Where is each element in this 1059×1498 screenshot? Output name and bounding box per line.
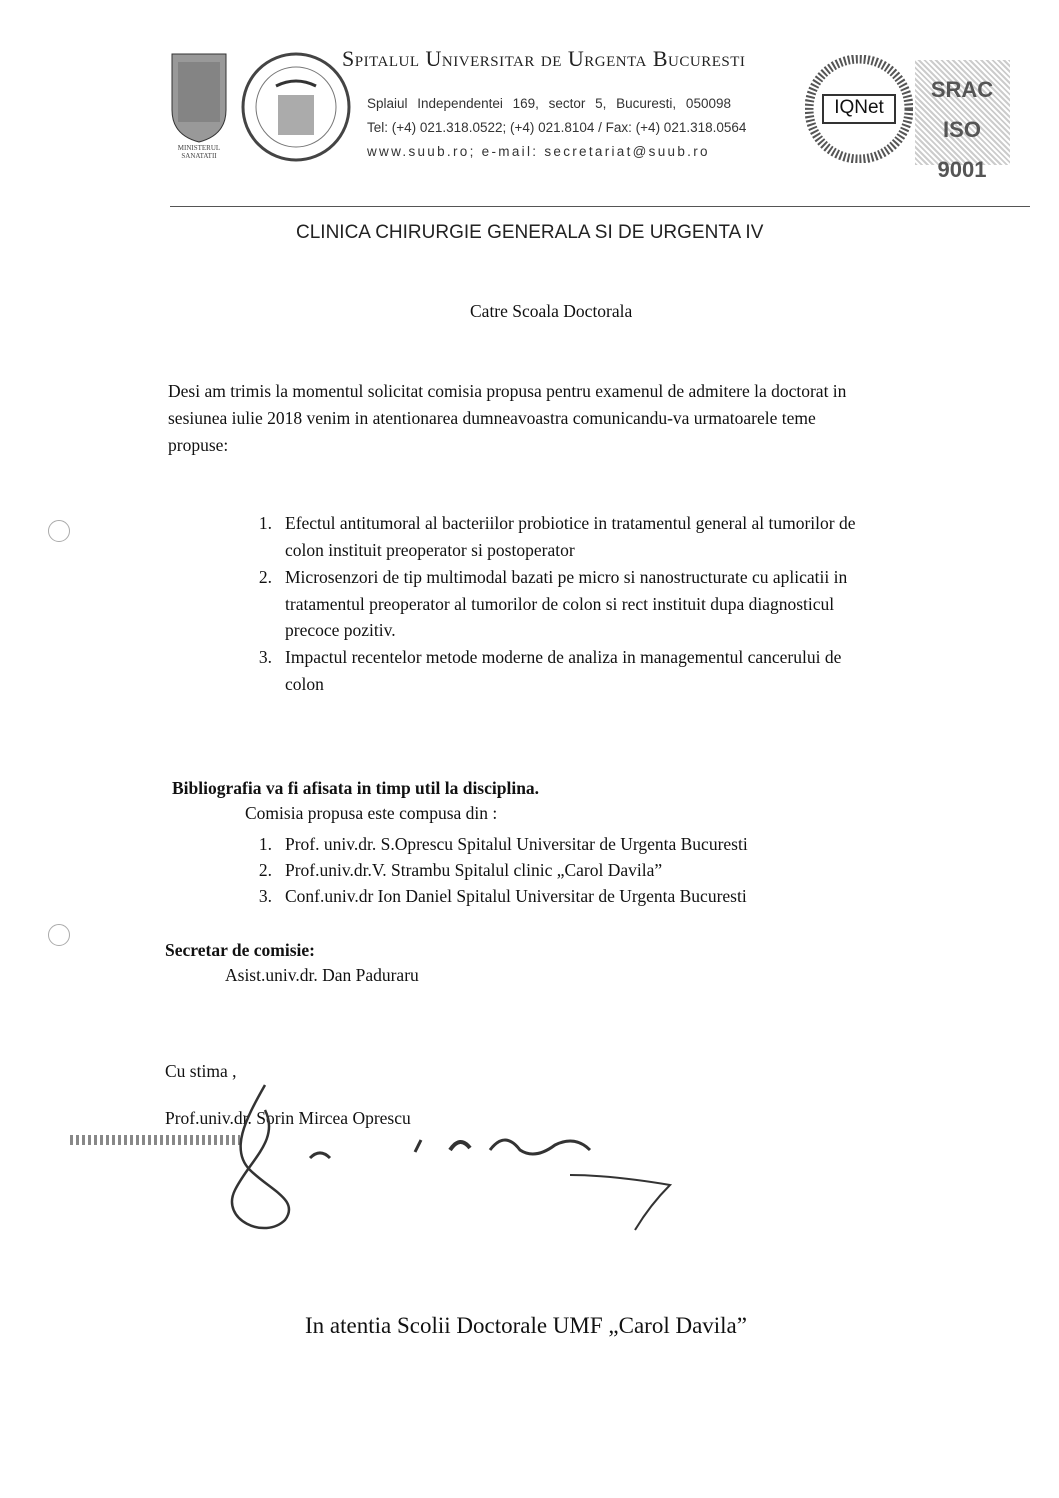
topic-line: colon	[285, 674, 324, 694]
topic-line: precoce pozitiv.	[285, 620, 396, 640]
committee-member: Prof. univ.dr. S.Oprescu Spitalul Universitar de Urgenta Bucuresti	[285, 834, 748, 854]
handwritten-signature	[70, 1080, 690, 1245]
university-seal-logo	[240, 50, 352, 170]
ministry-coat-of-arms-logo	[168, 50, 230, 165]
iqnet-certification-logo	[805, 55, 913, 163]
institution-address: Splaiul Independentei 169, sector 5, Bucuresti, 050098	[367, 96, 731, 111]
ministry-caption: MINISTERUL SANATATII	[177, 144, 221, 160]
srac-certification-logo	[915, 60, 1010, 182]
committee-member: Conf.univ.dr Ion Daniel Spitalul Universitar de Urgenta Bucuresti	[285, 886, 747, 906]
recipient: Catre Scoala Doctorala	[470, 301, 633, 321]
punch-hole-mark	[48, 924, 70, 946]
punch-hole-mark	[48, 520, 70, 542]
topic-line: Microsenzori de tip multimodal bazati pe micro si nanostructurate cu aplicatii in	[285, 567, 848, 587]
institution-phone: Tel: (+4) 021.318.0522; (+4) 021.8104 / Fax: (+4) 021.318.0564	[367, 120, 747, 135]
institution-name: Spitalul Universitar de Urgenta Bucuresti	[342, 46, 746, 71]
topic-line: colon instituit preoperator si postoperator	[285, 540, 575, 560]
topic-line: tratamentul preoperator al tumorilor de colon si rect instituit dupa diagnosticul	[285, 594, 835, 614]
institution-web: www.suub.ro; e-mail: secretariat@suub.ro	[367, 144, 710, 159]
topic-line: Impactul recentelor metode moderne de analiza in managementul cancerului de	[285, 647, 842, 667]
committee-member: Prof.univ.dr.V. Strambu Spitalul clinic „Carol Davila”	[285, 860, 663, 880]
intro-line: sesiunea iulie 2018 venim in atentionarea dumneavoastra comunicandu-va urmatoarele teme	[168, 408, 816, 428]
intro-line: propuse:	[168, 435, 229, 455]
committee-number: 2.	[258, 860, 272, 880]
closing: Cu stima ,	[165, 1061, 237, 1081]
secretary-name: Asist.univ.dr. Dan Paduraru	[225, 965, 419, 985]
secretary-label: Secretar de comisie:	[165, 940, 315, 960]
header-divider	[170, 206, 1030, 207]
clinic-title: CLINICA CHIRURGIE GENERALA SI DE URGENTA IV	[296, 222, 764, 243]
footer-note: In atentia Scolii Doctorale UMF „Carol Davila”	[305, 1313, 747, 1338]
topic-number: 2.	[258, 567, 272, 587]
topic-line: Efectul antitumoral al bacteriilor probiotice in tratamentul general al tumorilor de	[285, 513, 856, 533]
srac-label: SRAC ISO 9001	[930, 77, 994, 182]
topic-number: 3.	[258, 647, 272, 667]
iqnet-label: IQNet	[834, 97, 884, 118]
topic-number: 1.	[258, 513, 272, 533]
committee-intro: Comisia propusa este compusa din :	[245, 803, 498, 823]
signatory: Prof.univ.dr. Sorin Mircea Oprescu	[165, 1108, 411, 1128]
committee-number: 1.	[258, 834, 272, 854]
committee-number: 3.	[258, 886, 272, 906]
bibliography-note: Bibliografia va fi afisata in timp util la disciplina.	[172, 778, 540, 798]
intro-line: Desi am trimis la momentul solicitat comisia propusa pentru examenul de admitere la doctorat in	[168, 381, 847, 401]
